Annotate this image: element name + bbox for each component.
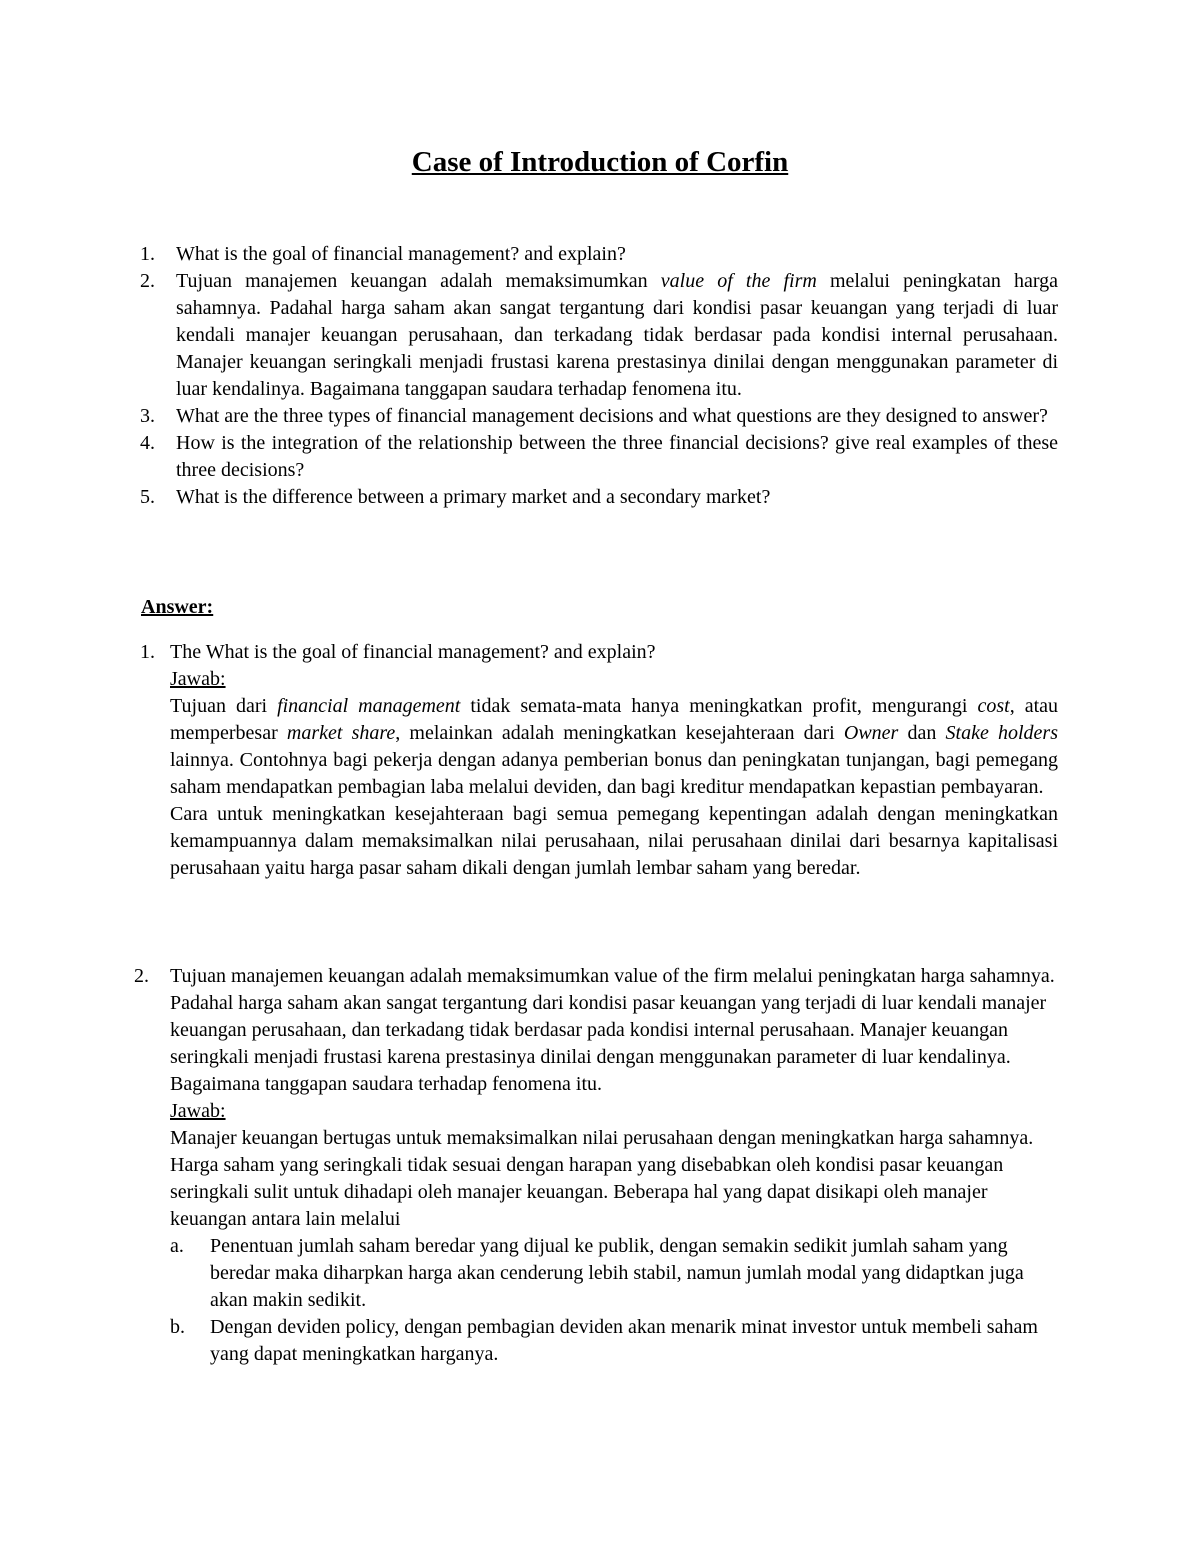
question-number: 4. — [140, 432, 155, 454]
question-number: 1. — [140, 243, 155, 265]
answer-heading: Answer: — [141, 596, 214, 618]
answer-content — [170, 639, 1058, 882]
answer-paragraph: Manajer keuangan bertugas untuk memaksimalkan nilai perusahaan dengan meningkatkan harga sahamnya. Harga saham yang seringkali tidak sesuai dengan harapan yang disebabkan oleh kondisi pasar keuangan seringkali sulit untuk dihadapi oleh manajer keuangan. Beberapa hal yang dapat disikapi oleh manajer keuangan antara lain melalui — [170, 1127, 1034, 1230]
text-run: , melainkan adalah meningkatkan kesejahteraan dari — [395, 722, 844, 744]
text-run: dan — [898, 722, 946, 744]
answer-question: Tujuan manajemen keuangan adalah memaksimumkan value of the firm melalui peningkatan harga sahamnya. Padahal harga saham akan sangat tergantung dari kondisi pasar keuangan yang terjadi di luar kendali manajer keuangan perusahaan, dan terkadang tidak berdasar pada kondisi internal perusahaan. Manajer keuangan seringkali menjadi frustasi karena prestasinya dinilai dengan menggunakan parameter di luar kendalinya. Bagaimana tanggapan saudara terhadap fenomena itu. — [170, 965, 1055, 1095]
sub-item-b — [170, 1314, 1058, 1368]
question-text: What is the difference between a primary market and a secondary market? — [176, 486, 771, 508]
italic-run: Stake holders — [945, 722, 1058, 744]
question-number: 3. — [140, 405, 155, 427]
text-run: Tujuan dari — [170, 695, 278, 717]
question-text: What is the goal of financial management? and explain? — [176, 243, 626, 265]
sub-item-text: Dengan deviden policy, dengan pembagian deviden akan menarik minat investor untuk membeli saham yang dapat meningkatkan harganya. — [210, 1316, 1038, 1365]
sub-item-text: Penentuan jumlah saham beredar yang dijual ke publik, dengan semakin sedikit jumlah saham yang beredar maka diharpkan harga akan cenderung lebih stabil, namun jumlah modal yang didaptkan juga akan makin sedikit. — [210, 1235, 1024, 1311]
question-text-part: Tujuan manajemen keuangan adalah memaksimumkan — [176, 270, 661, 292]
question-text — [176, 268, 1058, 403]
question-text: What are the three types of financial management decisions and what questions are they designed to answer? — [176, 405, 1048, 427]
answer-content — [170, 963, 1058, 1368]
question-item-4 — [0, 430, 1200, 484]
sub-item-letter: a. — [170, 1235, 184, 1257]
italic-run: cost — [977, 695, 1010, 717]
jawab-label: Jawab: — [170, 668, 226, 690]
question-item-2 — [0, 268, 1200, 403]
text-run: lainnya. Contohnya bagi pekerja dengan adanya pemberian bonus dan peningkatan tunjangan, bagi pemegang saham mendapatkan pembagian laba melalui deviden, dan bagi kreditur mendapatkan kepastian pembayaran. — [170, 749, 1058, 798]
sub-item-a — [170, 1233, 1058, 1314]
question-number: 2. — [140, 270, 155, 292]
text-run: , atau memperbesar — [170, 695, 1059, 744]
question-list — [0, 241, 1200, 511]
question-item-3 — [0, 403, 1200, 430]
text-run: tidak semata-mata hanya meningkatkan profit, mengurangi — [460, 695, 978, 717]
answer-number: 2. — [134, 965, 149, 987]
italic-run: Owner — [843, 722, 899, 744]
document-title: Case of Introduction of Corfin — [411, 146, 789, 178]
answer-number: 1. — [140, 641, 155, 663]
question-text-italic: value of the firm — [660, 270, 817, 292]
answer-item-2 — [0, 963, 1200, 1368]
sub-item-letter: b. — [170, 1316, 185, 1338]
question-text-part: melalui peningkatan harga sahamnya. Padahal harga saham akan sangat tergantung dari kondisi pasar keuangan yang terjadi di luar kendali manajer keuangan perusahaan, dan terkadang tidak berdasar pada kondisi internal perusahaan. Manajer keuangan seringkali menjadi frustasi karena prestasinya dinilai dengan menggunakan parameter di luar kendalinya. Bagaimana tanggapan saudara terhadap fenomena itu. — [176, 270, 1059, 400]
italic-run: market share — [286, 722, 396, 744]
answer-question: The What is the goal of financial management? and explain? — [170, 641, 656, 663]
question-item-5 — [0, 484, 1200, 511]
italic-run: financial management — [277, 695, 461, 717]
answer-paragraph — [170, 693, 1058, 801]
jawab-label: Jawab: — [170, 1100, 226, 1122]
question-text: How is the integration of the relationship between the three financial decisions? give real examples of these three decisions? — [176, 432, 1058, 481]
answer-paragraph: Cara untuk meningkatkan kesejahteraan bagi semua pemegang kepentingan adalah dengan meningkatkan kemampuannya dalam memaksimalkan nilai perusahaan, nilai perusahaan dinilai dari besarnya kapitalisasi perusahaan yaitu harga pasar saham dikali dengan jumlah lembar saham yang beredar. — [170, 803, 1058, 879]
question-item-1 — [0, 241, 1200, 268]
answer-item-1 — [0, 639, 1200, 882]
question-number: 5. — [140, 486, 155, 508]
